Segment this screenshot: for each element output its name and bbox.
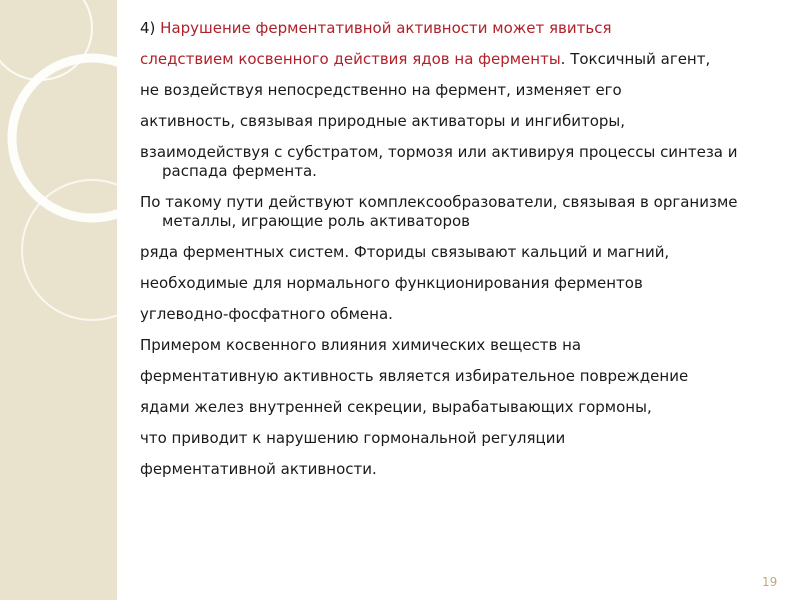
text-paragraph [140,305,790,324]
body-text: 4) [140,19,161,37]
body-text: . Токсичный агент, [560,50,711,68]
text-paragraph [140,193,790,231]
text-paragraph [140,398,790,417]
body-text: ряда ферментных систем. Фториды связывают кальций и магний, [140,243,670,261]
text-paragraph [140,460,790,479]
text-paragraph [140,429,790,448]
text-paragraph [140,143,790,181]
decorative-circles-icon [0,0,117,600]
body-text: ферментативной активности. [140,460,377,478]
body-text: необходимые для нормального функционирования ферментов [140,274,643,292]
slide-body-text [140,19,790,491]
body-text: ядами желез внутренней секреции, вырабатывающих гормоны, [140,398,652,416]
page-number: 19 [762,575,778,589]
text-paragraph [140,81,790,100]
highlighted-text: Нарушение ферментативной активности может явиться [160,19,612,37]
text-paragraph [140,274,790,293]
text-paragraph [140,243,790,262]
decorative-side-panel [0,0,117,600]
body-text: что приводит к нарушению гормональной регуляции [140,429,566,447]
text-paragraph [140,367,790,386]
body-text: взаимодействуя с субстратом, тормозя или активируя процессы синтеза и распада фермента. [140,143,738,180]
body-text: активность, связывая природные активаторы и ингибиторы, [140,112,626,130]
body-text: углеводно-фосфатного обмена. [140,305,393,323]
text-paragraph [140,336,790,355]
text-paragraph [140,112,790,131]
text-paragraph [140,19,790,38]
body-text: ферментативную активность является избирательное повреждение [140,367,689,385]
body-text: По такому пути действуют комплексообразователи, связывая в организме металлы, играющие роль активаторов [140,193,738,230]
highlighted-text: следствием косвенного действия ядов на ферменты [140,50,561,68]
body-text: Примером косвенного влияния химических веществ на [140,336,582,354]
body-text: не воздействуя непосредственно на фермент, изменяет его [140,81,622,99]
text-paragraph [140,50,790,69]
